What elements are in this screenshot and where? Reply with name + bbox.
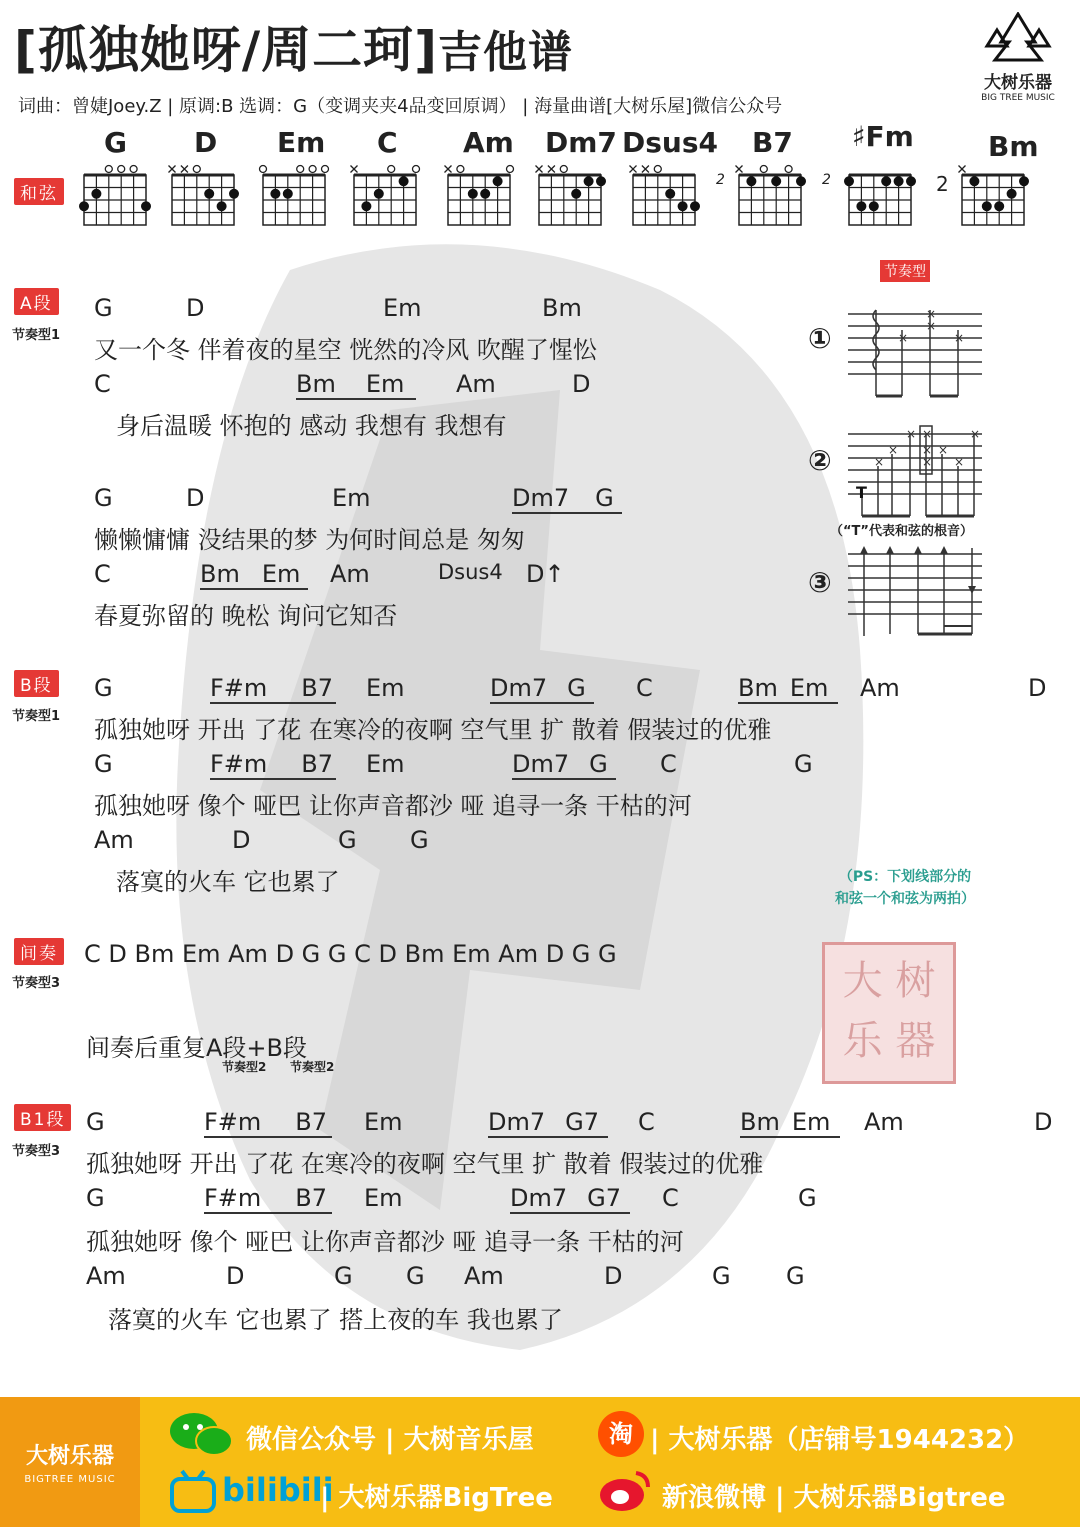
- fret-number: 2: [936, 172, 949, 196]
- chord-diagram: [166, 163, 242, 229]
- chord-name: B7: [752, 126, 793, 159]
- chord-label: Dm7: [512, 750, 570, 778]
- chord-label: Dm7: [488, 1108, 546, 1136]
- chord-label-underlined: [512, 750, 616, 780]
- chord-label: G: [334, 1262, 353, 1290]
- lyric-line: 孤独她呀 开出 了花 在寒冷的夜啊 空气里 扩 散着 假装过的优雅: [94, 716, 772, 744]
- svg-text:×: ×: [874, 455, 885, 469]
- stamp-line: 乐 器: [842, 1018, 936, 1064]
- chord-label: F#m: [210, 750, 268, 778]
- chord-label: G: [712, 1262, 731, 1290]
- chord-label: Em: [789, 674, 829, 702]
- lyric-line: 落寞的火车 它也累了 搭上夜的车 我也累了: [108, 1306, 563, 1334]
- bilibili-icon: [168, 1469, 218, 1513]
- chord-label: D: [1034, 1108, 1053, 1136]
- chord-label: Bm: [200, 560, 240, 588]
- chord-label: G: [567, 674, 586, 702]
- rhythm-pattern-2: [848, 420, 988, 520]
- bilibili-logo: bilibili: [222, 1471, 334, 1509]
- chord-label-underlined: [488, 1108, 608, 1138]
- chord-label: G7: [565, 1108, 600, 1136]
- svg-text:×: ×: [922, 443, 933, 457]
- chord-label: D: [186, 294, 205, 322]
- chord-label: G: [595, 484, 614, 512]
- chord-label: G: [86, 1108, 105, 1136]
- lyric-line: 又一个冬 伴着夜的星空 恍然的冷风 吹醒了惺忪: [94, 336, 597, 364]
- chord-label: Em: [366, 674, 405, 702]
- rhythm-label: 节奏型1: [12, 328, 61, 343]
- chord-name: Dm7: [545, 126, 617, 159]
- chord-label: G7: [587, 1184, 622, 1212]
- svg-text:×: ×: [906, 427, 917, 441]
- footer-brand: [0, 1397, 140, 1527]
- chord-label: F#m: [204, 1184, 262, 1212]
- chord-name: ♯Fm: [852, 120, 914, 153]
- taobao-icon: 淘: [598, 1411, 644, 1457]
- wechat-icon: [168, 1411, 234, 1459]
- chord-label-underlined: [204, 1184, 332, 1214]
- interlude-tag: 间奏: [14, 938, 64, 965]
- chord-label: Am: [94, 826, 134, 854]
- chord-label: Bm: [738, 674, 778, 702]
- chord-label: D↑: [526, 560, 565, 588]
- rhythm-label: 节奏型2: [290, 1060, 335, 1074]
- interlude-chords: C D Bm Em Am D G G C D Bm Em Am D G G: [84, 940, 617, 968]
- svg-text:×: ×: [888, 443, 899, 457]
- chord-diagram: [348, 163, 424, 229]
- chord-label: D: [1028, 674, 1047, 702]
- chord-label: D: [572, 370, 591, 398]
- chord-label: Em: [365, 370, 405, 398]
- chord-label: G: [410, 826, 429, 854]
- chord-label-underlined: [512, 484, 622, 514]
- chord-label-underlined: [510, 1184, 630, 1214]
- chord-label: G: [94, 750, 113, 778]
- logo-en: BIG TREE MUSIC: [981, 93, 1055, 103]
- ps-note: [835, 866, 975, 910]
- svg-text:×: ×: [954, 331, 965, 345]
- chord-label-underlined: [204, 1108, 332, 1138]
- section-b-tag: B段: [14, 670, 59, 697]
- chord-label: G: [798, 1184, 817, 1212]
- chord-label: C: [94, 370, 111, 398]
- svg-text:×: ×: [938, 443, 949, 457]
- chord-label: G: [94, 674, 113, 702]
- tree-icon: [983, 12, 1053, 62]
- chord-label: Dm7: [490, 674, 548, 702]
- lyric-line: 身后温暖 怀抱的 感动 我想有 我想有: [116, 412, 507, 440]
- chord-name: Am: [463, 126, 514, 159]
- chord-diagram: [78, 163, 154, 229]
- chord-diagram: [627, 163, 703, 229]
- svg-text:×: ×: [898, 331, 909, 345]
- chord-name: Dsus4: [622, 126, 718, 159]
- chord-label: Em: [366, 750, 405, 778]
- chord-label: Em: [261, 560, 301, 588]
- footer-brand-en: BIGTREE MUSIC: [24, 1474, 116, 1485]
- t-root-label: T: [856, 483, 867, 502]
- chord-label: C: [660, 750, 677, 778]
- chord-label: G: [338, 826, 357, 854]
- brand-logo: [968, 12, 1068, 103]
- chord-label-underlined: [738, 674, 838, 704]
- footer: [0, 1397, 1080, 1527]
- lyric-line: 落寞的火车 它也累了: [116, 868, 340, 896]
- rhythm-number: ①: [808, 322, 832, 355]
- chord-label: D: [604, 1262, 623, 1290]
- chord-label: C: [638, 1108, 655, 1136]
- chord-label: Em: [364, 1184, 403, 1212]
- fret-number: 2: [716, 172, 725, 188]
- chord-label: Em: [332, 484, 371, 512]
- chord-label: Dsus4: [438, 560, 503, 584]
- chord-label: Em: [364, 1108, 403, 1136]
- chord-label-underlined: [210, 674, 336, 704]
- rhythm-label: 节奏型3: [12, 1144, 61, 1159]
- chord-label: G: [589, 750, 608, 778]
- chord-label: F#m: [204, 1108, 262, 1136]
- chord-label: C: [636, 674, 653, 702]
- footer-wechat: 微信公众号 | 大树音乐屋: [246, 1425, 534, 1455]
- chord-label-underlined: [210, 750, 336, 780]
- chord-label: D: [226, 1262, 245, 1290]
- footer-brand-cn: 大树乐器: [25, 1444, 114, 1469]
- chord-diagram: [956, 163, 1032, 229]
- ps-line: （PS：下划线部分的: [838, 869, 972, 885]
- chord-label: G: [794, 750, 813, 778]
- chord-name: Bm: [988, 130, 1039, 163]
- chord-label: G: [406, 1262, 425, 1290]
- rhythm-label: 节奏型3: [12, 976, 61, 991]
- rhythm-number: ③: [808, 566, 832, 599]
- chord-label: Am: [464, 1262, 504, 1290]
- brand-stamp: [822, 942, 956, 1084]
- chord-label: Dm7: [510, 1184, 568, 1212]
- lyric-line: 孤独她呀 像个 哑巴 让你声音都沙 哑 追寻一条 干枯的河: [86, 1228, 684, 1256]
- svg-text:×: ×: [922, 427, 933, 441]
- chord-diagram: [533, 163, 609, 229]
- rhythm-pattern-1: [848, 300, 988, 400]
- rhythm-label: 节奏型2: [222, 1060, 267, 1074]
- chord-name: C: [377, 126, 398, 159]
- chord-name: D: [194, 126, 218, 159]
- chord-diagram: [733, 163, 809, 229]
- footer-taobao: | 大树乐器（店铺号1944232）: [650, 1425, 1030, 1455]
- chord-label: G: [94, 294, 113, 322]
- chord-label: Am: [456, 370, 496, 398]
- lyric-line: 孤独她呀 开出 了花 在寒冷的夜啊 空气里 扩 散着 假装过的优雅: [86, 1150, 764, 1178]
- chord-label: B7: [295, 1184, 328, 1212]
- chord-label: Em: [791, 1108, 831, 1136]
- title-sub: 吉他谱: [437, 27, 573, 78]
- chord-label: Am: [330, 560, 370, 588]
- stamp-line: 大 树: [842, 958, 936, 1004]
- chord-label: Dm7: [512, 484, 570, 512]
- chord-diagram: [442, 163, 518, 229]
- chord-tag: 和弦: [14, 178, 64, 205]
- chord-label-underlined: [740, 1108, 840, 1138]
- fret-number: 2: [822, 172, 831, 188]
- lyric-line: 孤独她呀 像个 哑巴 让你声音都沙 哑 追寻一条 干枯的河: [94, 792, 692, 820]
- section-a-tag: A段: [14, 288, 59, 315]
- chord-name: G: [104, 126, 127, 159]
- svg-text:×: ×: [926, 307, 937, 321]
- weibo-icon: [598, 1467, 652, 1513]
- svg-text:×: ×: [926, 319, 937, 333]
- chord-label-underlined: [296, 370, 416, 400]
- chord-label: D: [186, 484, 205, 512]
- song-info: 词曲：曾婕Joey.Z | 原调:B 选调：G（变调夹夹4品变回原调） | 海量曲谱[大树乐屋]微信公众号: [18, 96, 783, 117]
- repeat-note: 间奏后重复A段+B段: [86, 1034, 307, 1062]
- chord-label: C: [662, 1184, 679, 1212]
- svg-text:×: ×: [970, 427, 981, 441]
- chord-label: B7: [295, 1108, 328, 1136]
- chord-label: Em: [383, 294, 422, 322]
- chord-label: Bm: [296, 370, 336, 398]
- section-b1-tag: B1段: [14, 1104, 71, 1131]
- chord-label: G: [94, 484, 113, 512]
- chord-label: Am: [86, 1262, 126, 1290]
- logo-cn: 大树乐器: [984, 73, 1052, 93]
- chord-label: D: [232, 826, 251, 854]
- chord-label: Am: [864, 1108, 904, 1136]
- rhythm-label: 节奏型1: [12, 709, 61, 724]
- title-main: [孤独她呀/周二珂]: [14, 21, 438, 79]
- chord-label-underlined: [490, 674, 594, 704]
- svg-text:×: ×: [954, 455, 965, 469]
- chord-diagram: [257, 163, 333, 229]
- chord-label: Am: [860, 674, 900, 702]
- footer-bilibili: | 大树乐器BigTree: [320, 1483, 553, 1513]
- chord-name: Em: [277, 126, 326, 159]
- chord-label-underlined: [200, 560, 308, 590]
- chord-label: G: [86, 1184, 105, 1212]
- chord-label: F#m: [210, 674, 268, 702]
- chord-label: Bm: [542, 294, 582, 322]
- chord-label: B7: [301, 674, 334, 702]
- chord-label: C: [94, 560, 111, 588]
- ps-line: 和弦一个和弦为两拍）: [835, 891, 975, 907]
- chord-label: Bm: [740, 1108, 780, 1136]
- rhythm-panel-tag: 节奏型: [880, 260, 930, 282]
- footer-weibo: 新浪微博 | 大树乐器Bigtree: [662, 1483, 1006, 1513]
- t-note: （“T”代表和弦的根音）: [830, 524, 973, 539]
- lyric-line: 春夏弥留的 晚松 询问它知否: [94, 602, 398, 630]
- page-title: [14, 10, 573, 82]
- chord-label: G: [786, 1262, 805, 1290]
- svg-text:×: ×: [922, 455, 933, 469]
- chord-label: B7: [301, 750, 334, 778]
- chord-diagram: [843, 163, 919, 229]
- lyric-line: 懒懒慵慵 没结果的梦 为何时间总是 匆匆: [94, 526, 525, 554]
- rhythm-number: ②: [808, 444, 832, 477]
- rhythm-pattern-3: [848, 544, 988, 644]
